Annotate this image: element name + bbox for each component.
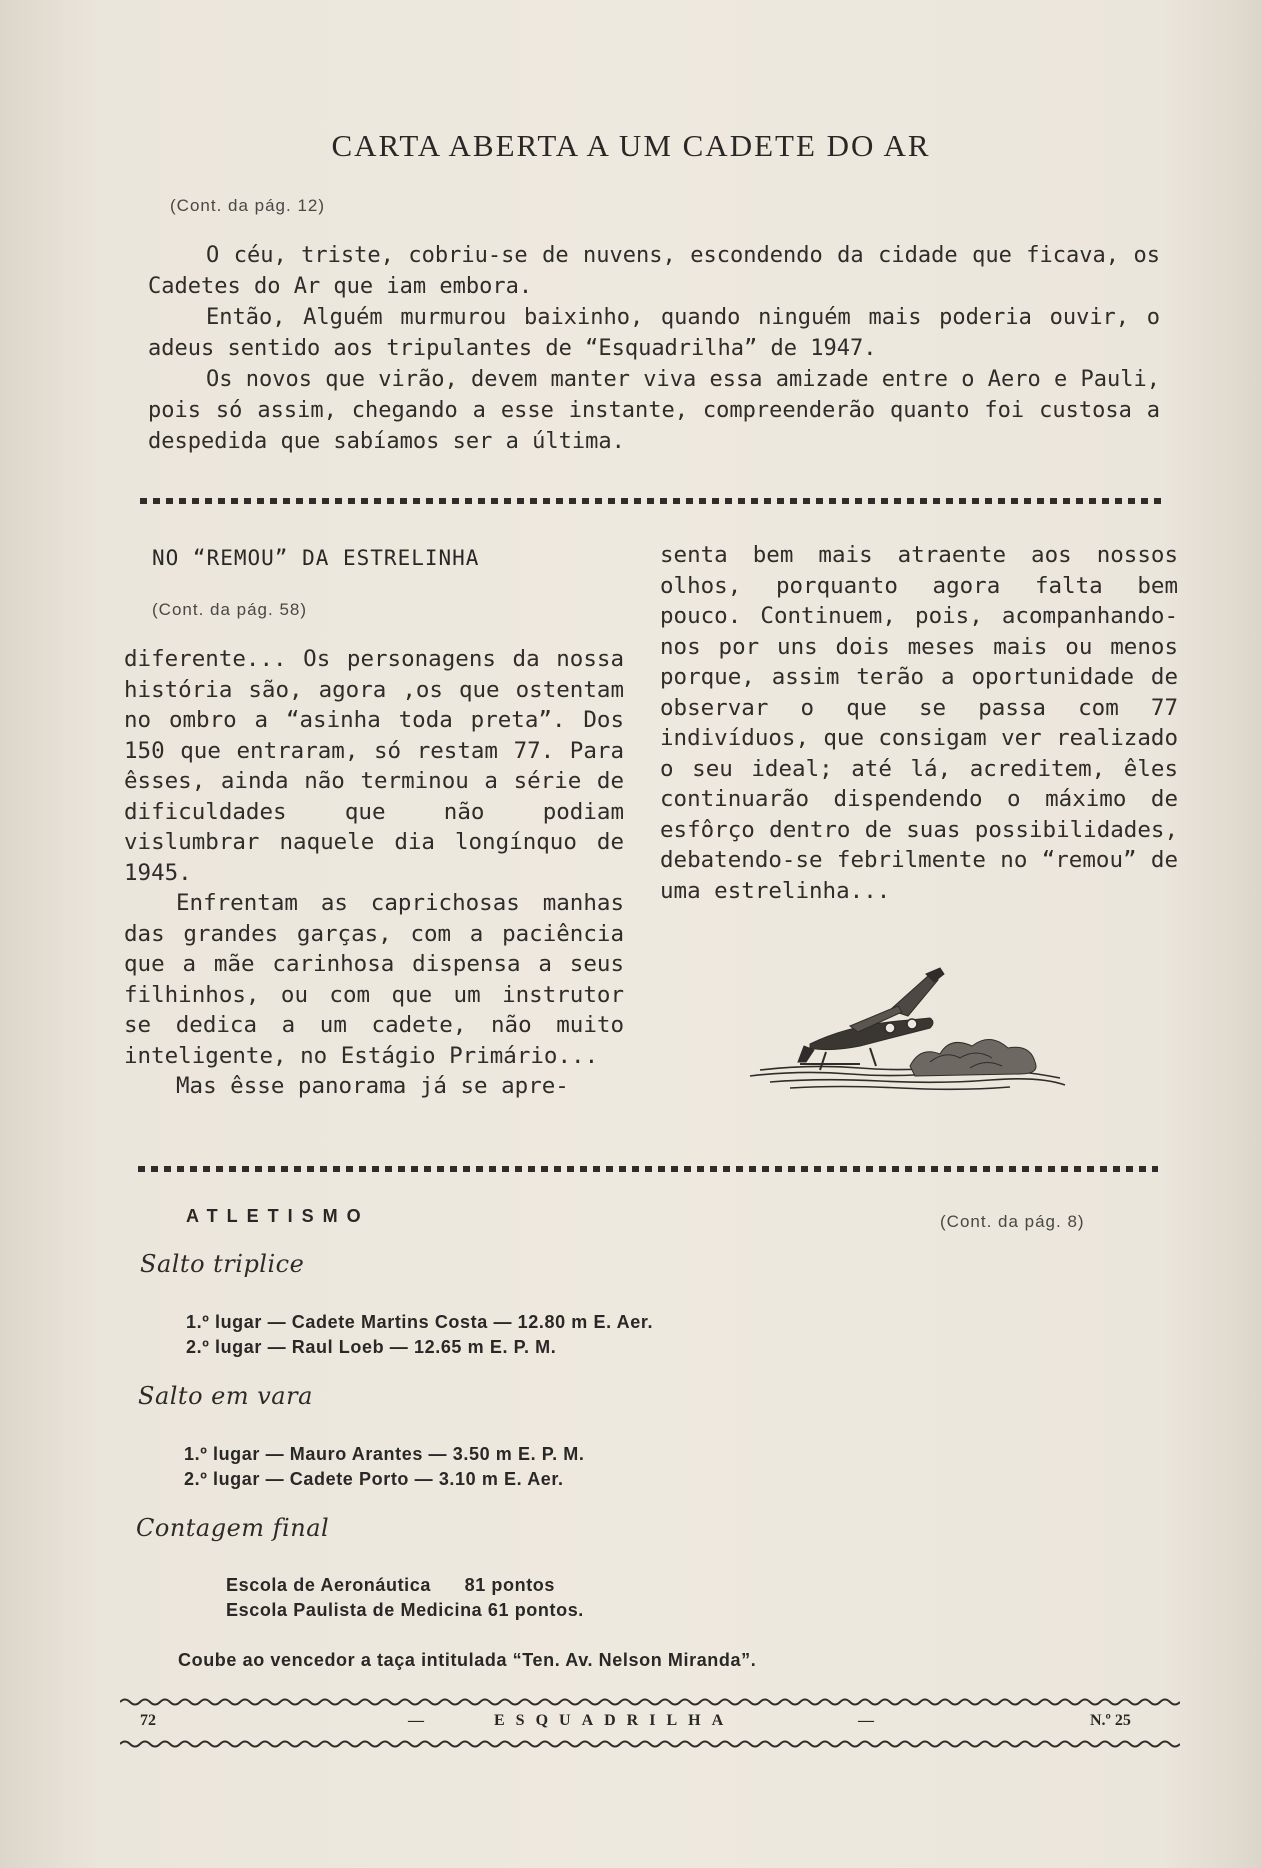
footer-dash: — <box>408 1712 424 1729</box>
paragraph: Os novos que virão, devem manter viva essa amizade entre o Aero e Pauli, pois só assim, chegando a esse instante, compreenderão quanto foi custosa a despedida que sabíamos ser a última. <box>148 367 1160 454</box>
result-line: 1.º lugar — Cadete Martins Costa — 12.80 m E. Aer. <box>186 1312 654 1332</box>
article-body-carta <box>148 240 1160 457</box>
wavy-rule-bottom <box>120 1738 1180 1750</box>
seaplane-illustration <box>740 958 1070 1108</box>
result-line: 2.º lugar — Raul Loeb — 12.65 m E. P. M. <box>186 1337 557 1357</box>
paragraph: senta bem mais atraente aos nossos olhos, porquanto agora falta bem pouco. Continuem, pois, acompanhando-nos por uns dois meses mais ou menos porque, assim terão a oportunidade de observar o que se passa com 77 indivíduos, que consigam ver realizado o seu ideal; até lá, acreditem, êles continuarão dispendendo o máximo de esfôrço dentro de suas possibilidades, debatendo-se febrilmente no “remou” de uma estrelinha... <box>660 542 1178 904</box>
result-line: Escola Paulista de Medicina 61 pontos. <box>226 1600 584 1620</box>
continuation-note-atletismo: (Cont. da pág. 8) <box>940 1212 1085 1231</box>
result-line: Escola de Aeronáutica 81 pontos <box>226 1575 556 1595</box>
footer-dash: — <box>858 1712 874 1729</box>
paragraph: Mas êsse panorama já se apre- <box>176 1073 569 1099</box>
wavy-rule-top <box>120 1696 1180 1708</box>
article-column-right <box>660 540 1178 906</box>
continuation-note-remou: (Cont. da pág. 58) <box>152 600 308 619</box>
article-title-atletismo: ATLETISMO <box>186 1206 370 1226</box>
paragraph: O céu, triste, cobriu-se de nuvens, escondendo da cidade que ficava, os Cadetes do Ar que iam embora. <box>148 243 1160 299</box>
dashed-divider <box>140 498 1164 504</box>
article-title-remou: NO “REMOU” DA ESTRELINHA <box>152 546 480 570</box>
event-title: Contagem final <box>136 1514 330 1542</box>
cloud-splash-icon <box>910 1039 1036 1076</box>
article-column-left <box>124 644 624 1102</box>
magazine-name: ESQUADRILHA <box>494 1712 735 1729</box>
dashed-divider <box>138 1166 1158 1172</box>
page-footer <box>120 1712 1180 1736</box>
result-line: 2.º lugar — Cadete Porto — 3.10 m E. Aer. <box>184 1469 564 1489</box>
paragraph: diferente... Os personagens da nossa história são, agora ,os que ostentam no ombro a “asinha toda preta”. Dos 150 que entraram, só restam 77. Para êsses, ainda não terminou a série de dificuldades que não podiam vislumbrar naquele dia longínquo de 1945. <box>124 646 624 886</box>
event-title: Salto triplice <box>140 1250 305 1278</box>
paragraph: Então, Alguém murmurou baixinho, quando ninguém mais poderia ouvir, o adeus sentido aos tripulantes de “Esquadrilha” de 1947. <box>148 305 1160 361</box>
closing-note: Coube ao vencedor a taça intitulada “Ten. Av. Nelson Miranda”. <box>178 1650 757 1670</box>
continuation-note-carta: (Cont. da pág. 12) <box>170 196 326 215</box>
article-title-carta: CARTA ABERTA A UM CADETE DO AR <box>331 128 931 163</box>
result-line: 1.º lugar — Mauro Arantes — 3.50 m E. P. M. <box>184 1444 585 1464</box>
issue-number: N.º 25 <box>1090 1712 1131 1729</box>
page-number: 72 <box>140 1712 156 1729</box>
event-title: Salto em vara <box>138 1382 313 1410</box>
paragraph: Enfrentam as caprichosas manhas das grandes garças, com a paciência que a mãe carinhosa dispensa a seus filhinhos, ou com que um instrutor se dedica a um cadete, não muito inteligente, no Estágio Primário... <box>124 890 624 1069</box>
